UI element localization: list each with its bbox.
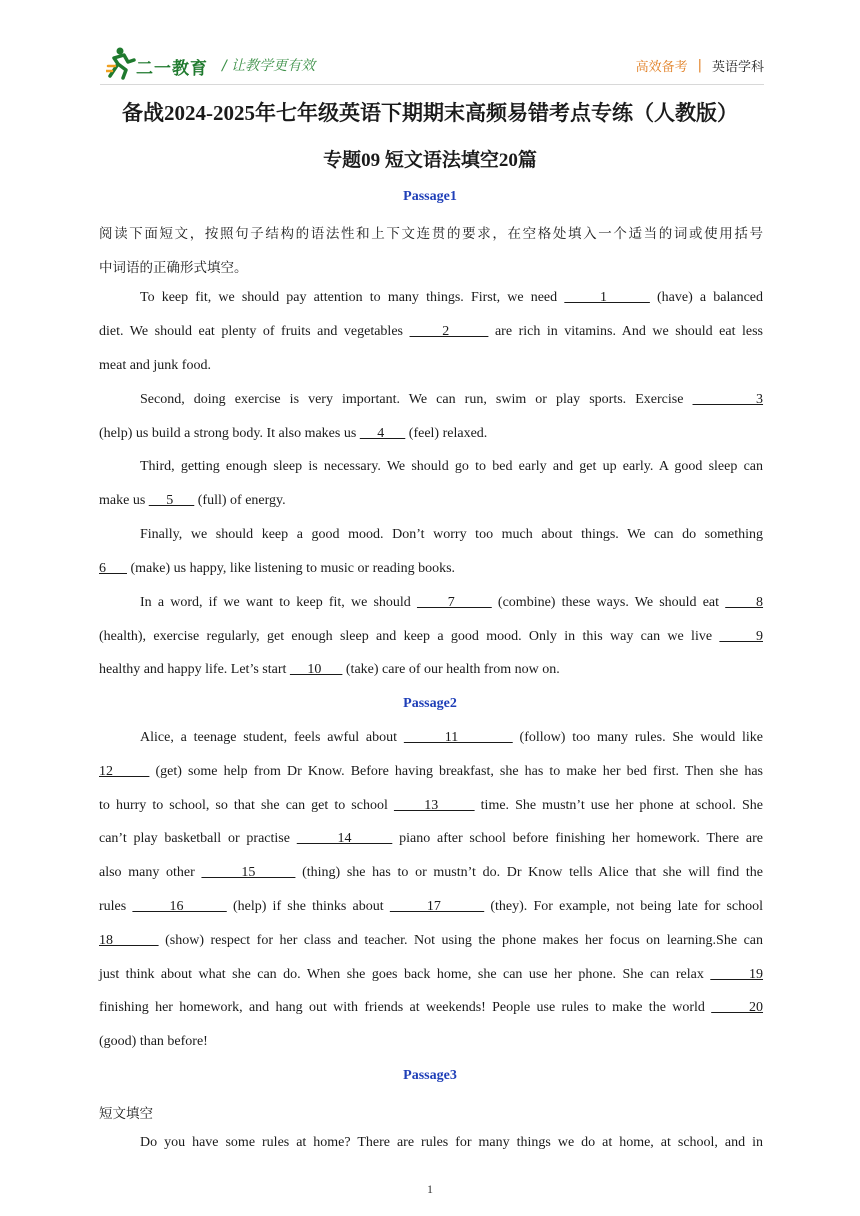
blank-2[interactable]: 2 bbox=[409, 324, 489, 339]
blank-19[interactable]: 19 bbox=[710, 967, 764, 982]
passage2-line: (good) than before! bbox=[99, 1034, 208, 1049]
header-tag-exam-prep: 高效备考 bbox=[635, 60, 688, 75]
passage2-line: 12 (get) some help from Dr Know. Before having breakfast, she has to make her bed first. Then she has bbox=[99, 764, 764, 779]
passage1-line: healthy and happy life. Let’s start 10 (take) care of our health from now on. bbox=[99, 662, 560, 677]
blank-14[interactable]: 14 bbox=[296, 831, 393, 846]
blank-18[interactable]: 18 bbox=[99, 933, 159, 948]
blank-20[interactable]: 20 bbox=[711, 1000, 764, 1015]
passage2-line: can’t play basketball or practise 14 piano after school before finishing her homework. There are bbox=[99, 831, 764, 846]
passage2-heading: Passage2 bbox=[403, 696, 457, 711]
passage1-line: (health), exercise regularly, get enough sleep and keep a good mood. Only in this way can we live 9 bbox=[99, 629, 763, 644]
blank-9[interactable]: 9 bbox=[719, 629, 763, 644]
passage3-line: Do you have some rules at home? There are rules for many things we do at home, at school, and in bbox=[140, 1135, 763, 1150]
passage1-instruction-line2: 中词语的正确形式填空。 bbox=[99, 260, 248, 276]
page-header bbox=[0, 0, 860, 90]
passage1-line: diet. We should eat plenty of fruits and vegetables 2 are rich in vitamins. And we should eat less bbox=[99, 324, 763, 339]
passage1-heading: Passage1 bbox=[403, 189, 457, 204]
brand-name: 二一教育 bbox=[136, 59, 208, 79]
passage3-heading: Passage3 bbox=[403, 1068, 457, 1083]
brand-slogan: / 让教学更有效 bbox=[222, 58, 316, 74]
passage2-line: Alice, a teenage student, feels awful about 11 (follow) too many rules. She would like bbox=[140, 730, 764, 745]
passage1-line: In a word, if we want to keep fit, we should 7 (combine) these ways. We should eat 8 bbox=[140, 595, 764, 610]
blank-5[interactable]: 5 bbox=[148, 493, 195, 508]
header-tag-subject: 英语学科 bbox=[711, 60, 764, 75]
blank-12[interactable]: 12 bbox=[99, 764, 150, 779]
blank-3[interactable]: 3 bbox=[692, 392, 764, 407]
document-title: 备战2024-2025年七年级英语下期期末高频易错考点专练（人教版） bbox=[122, 101, 738, 125]
blank-1[interactable]: 1 bbox=[564, 290, 650, 305]
passage1-line: To keep fit, we should pay attention to many things. First, we need 1 (have) a balanced bbox=[140, 290, 764, 305]
passage1-line: (help) us build a strong body. It also makes us 4 (feel) relaxed. bbox=[99, 426, 488, 441]
blank-8[interactable]: 8 bbox=[725, 595, 764, 610]
header-separator: | bbox=[697, 58, 702, 73]
blank-16[interactable]: 16 bbox=[132, 899, 227, 914]
passage1-instruction-line1: 阅读下面短文，按照句子结构的语法性和上下文连贯的要求，在空格处填入一个适当的词或使用括号 bbox=[99, 226, 763, 242]
passage1-line: Finally, we should keep a good mood. Don’t worry too much about things. We can do something bbox=[140, 527, 763, 542]
blank-10[interactable]: 10 bbox=[289, 662, 343, 677]
passage1-line: meat and junk food. bbox=[99, 358, 211, 373]
blank-7[interactable]: 7 bbox=[416, 595, 492, 610]
document-subtitle: 专题09 短文语法填空20篇 bbox=[323, 150, 537, 171]
passage1-line: 6 (make) us happy, like listening to music or reading books. bbox=[99, 561, 456, 576]
passage2-line: just think about what she can do. When she goes back home, she can use her phone. She can relax 19 bbox=[99, 967, 764, 982]
header-tags bbox=[636, 56, 764, 75]
passage3-label: 短文填空 bbox=[99, 1106, 153, 1122]
passage2-line: also many other 15 (thing) she has to or mustn’t do. Dr Know tells Alice that she will find the bbox=[99, 865, 764, 880]
passage1-line: Third, getting enough sleep is necessary. We should go to bed early and get up early. A good sleep can bbox=[140, 459, 763, 474]
passage2-line: finishing her homework, and hang out with friends at weekends! People use rules to make the world 20 bbox=[99, 1000, 764, 1015]
blank-11[interactable]: 11 bbox=[403, 730, 513, 745]
passage2-line: rules 16 (help) if she thinks about 17 (they). For example, not being late for school bbox=[99, 899, 764, 914]
passage1-line: make us 5 (full) of energy. bbox=[99, 493, 286, 508]
blank-6[interactable]: 6 bbox=[99, 561, 127, 576]
passage2-line: to hurry to school, so that she can get to school 13 time. She mustn’t use her phone at school. She bbox=[99, 798, 763, 813]
passage1-line: Second, doing exercise is very important. We can run, swim or play sports. Exercise 3 bbox=[140, 392, 764, 407]
page-number: 1 bbox=[427, 1182, 433, 1196]
blank-13[interactable]: 13 bbox=[393, 798, 475, 813]
header-divider bbox=[100, 84, 764, 85]
passage2-line: 18 (show) respect for her class and teacher. Not using the phone makes her focus on learning.She can bbox=[99, 933, 763, 948]
blank-15[interactable]: 15 bbox=[201, 865, 296, 880]
blank-17[interactable]: 17 bbox=[389, 899, 485, 914]
blank-4[interactable]: 4 bbox=[359, 426, 406, 441]
